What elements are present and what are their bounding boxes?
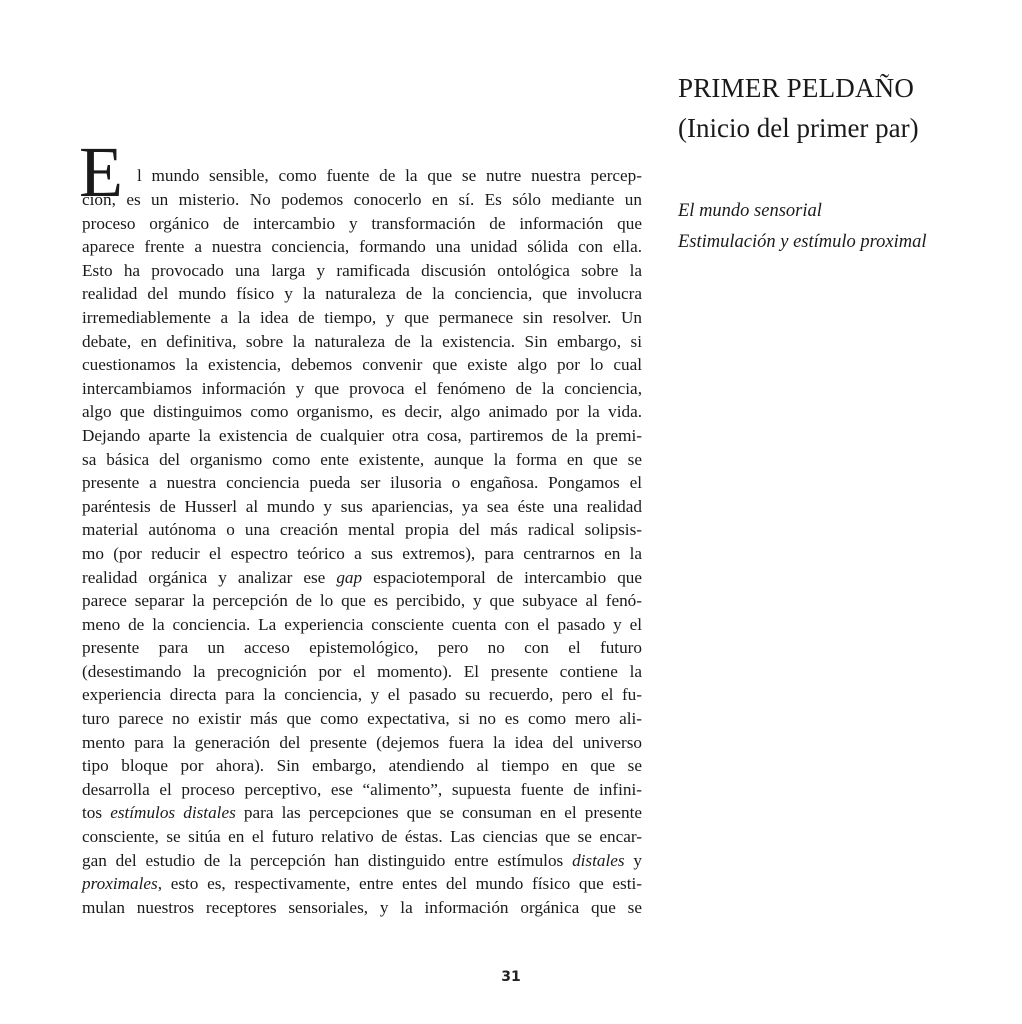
text-line: irremediablemente a la idea de tiempo, y que permanece sin resolver. Un <box>82 307 642 327</box>
italic-term: estímulos distales <box>110 803 236 823</box>
text-line <box>82 849 642 873</box>
text-line: mento para la generación del presente (dejemos fuera la idea del universo <box>82 732 642 752</box>
chapter-subtitle: (Inicio del primer par) <box>678 113 919 143</box>
topic-item: Estimulación y estímulo proximal <box>678 232 927 252</box>
text-line: l mundo sensible, como fuente de la que se nutre nuestra percep- <box>137 166 642 186</box>
text-segment: gan del estudio de la percepción han distinguido entre estímulos <box>82 850 573 870</box>
text-line: aparece frente a nuestra conciencia, formando una unidad sólida con ella. <box>82 237 642 257</box>
text-segment: espaciotemporal de intercambio que <box>362 567 643 587</box>
text-line <box>82 872 642 896</box>
text-line: Esto ha provocado una larga y ramificada discusión ontológica sobre la <box>82 260 642 280</box>
text-line: experiencia directa para la conciencia, y el pasado su recuerdo, pero el fu- <box>82 685 642 705</box>
chapter-heading <box>678 68 1008 258</box>
chapter-title: PRIMER PELDAÑO <box>678 73 915 103</box>
text-line: presente a nuestra conciencia pueda ser ilusoria o engañosa. Pongamos el <box>82 473 642 493</box>
text-line: cuestionamos la existencia, debemos convenir que existe algo por lo cual <box>82 355 642 375</box>
text-segment: y <box>624 850 643 870</box>
topic-item: El mundo sensorial <box>678 201 822 221</box>
text-line <box>82 566 642 590</box>
text-line: proceso orgánico de intercambio y transformación de información que <box>82 213 642 233</box>
body-text <box>79 132 643 919</box>
text-segment: , esto es, respectivamente, entre entes del mundo físico que esti- <box>157 874 642 894</box>
text-line: realidad del mundo físico y la naturaleza de la conciencia, que involucra <box>82 284 642 304</box>
text-line: mulan nuestros receptores sensoriales, y la información orgánica que se <box>82 897 642 917</box>
page-number: 31 <box>501 969 521 985</box>
text-line: desarrolla el proceso perceptivo, ese “alimento”, supuesta fuente de infini- <box>82 779 642 799</box>
text-segment: tos <box>82 803 111 823</box>
text-line: ción, es un misterio. No podemos conocerlo en sí. Es sólo mediante un <box>82 190 642 209</box>
text-line: parece separar la percepción de lo que es percibido, y que subyace al fenó- <box>82 591 642 611</box>
topic-list <box>678 196 1008 258</box>
text-line: tipo bloque por ahora). Sin embargo, atendiendo al tiempo en que se <box>82 756 642 776</box>
text-line: paréntesis de Husserl al mundo y sus apariencias, ya sea éste una realidad <box>82 496 642 516</box>
text-line: intercambiamos información y que provoca el fenómeno de la conciencia, <box>82 378 642 398</box>
text-line <box>82 801 642 825</box>
text-line: material autónoma o una creación mental propia del más radical solipsis- <box>82 520 642 540</box>
italic-term: distales <box>572 850 625 870</box>
text-line: turo parece no existir más que como expectativa, si no es como mero ali- <box>82 709 642 729</box>
text-line: debate, en definitiva, sobre la naturaleza de la existencia. Sin embargo, si <box>82 331 642 351</box>
text-line: sa básica del organismo como ente existente, aunque la forma en que se <box>82 449 642 469</box>
text-line: meno de la conciencia. La experiencia consciente cuenta con el pasado y el <box>82 614 642 634</box>
italic-term: proximales <box>82 874 158 894</box>
text-line: (desestimando la precognición por el momento). El presente contiene la <box>82 661 642 681</box>
text-segment: para las percepciones que se consuman en el presente <box>235 803 642 823</box>
text-line: mo (por reducir el espectro teórico a sus extremos), para centrarnos en la <box>82 543 642 563</box>
text-line: presente para un acceso epistemológico, pero no con el futuro <box>82 638 642 658</box>
italic-term: gap <box>336 567 363 587</box>
text-line: Dejando aparte la existencia de cualquier otra cosa, partiremos de la premi- <box>82 425 642 445</box>
drop-cap: E <box>79 132 123 212</box>
text-line: algo que distinguimos como organismo, es decir, algo animado por la vida. <box>82 402 642 422</box>
text-segment: realidad orgánica y analizar ese <box>82 567 337 587</box>
text-line: consciente, se sitúa en el futuro relativo de éstas. Las ciencias que se encar- <box>82 827 642 847</box>
